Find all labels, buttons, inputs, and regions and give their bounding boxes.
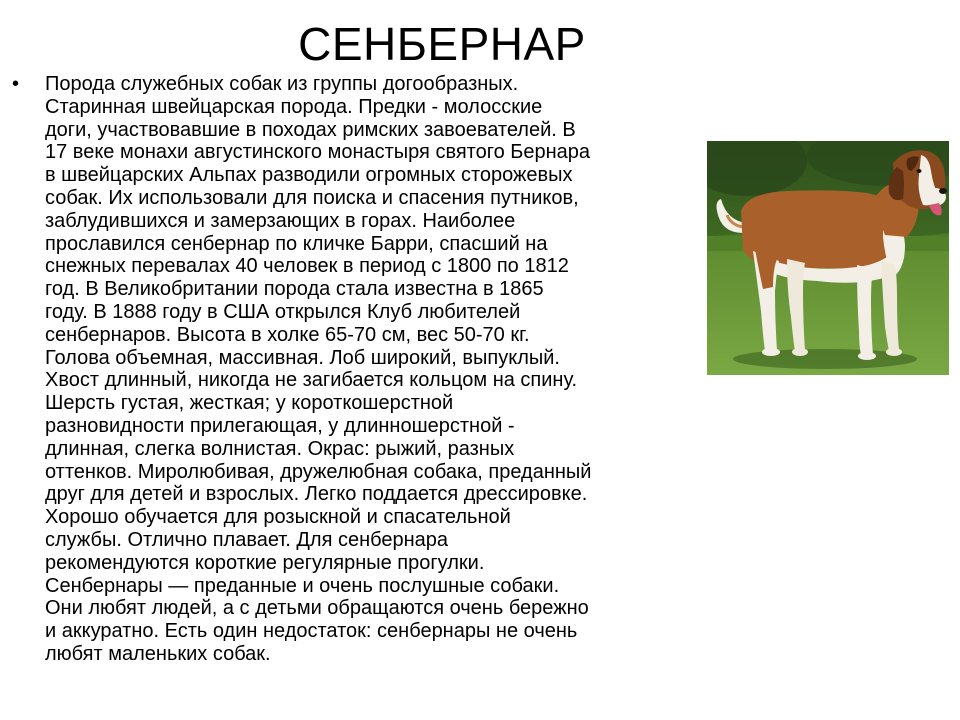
body-line: длинная, слегка волнистая. Окрас: рыжий, разных: [45, 437, 515, 460]
body-line: рекомендуются короткие регулярные прогулки.: [45, 551, 485, 574]
dog-eye: [917, 169, 922, 173]
slide-title: СЕНБЕРНАР: [298, 18, 586, 70]
body-line: Хорошо обучается для розыскной и спасательной: [45, 506, 511, 529]
body-line: 17 веке монахи августинского монастыря святого Бернара: [45, 141, 591, 164]
body-line: любят маленьких собак.: [45, 642, 271, 665]
body-line: году. В 1888 году в США открылся Клуб любителей: [45, 300, 521, 323]
body-line: собак. Их использовали для поиска и спасения путников,: [45, 186, 579, 209]
body-line: друг для детей и взрослых. Легко поддается дрессировке.: [45, 483, 588, 506]
body-line: Хвост длинный, никогда не загибается кольцом на спину.: [45, 369, 578, 392]
body-line: разновидности прилегающая, у длинношерстной -: [45, 414, 515, 437]
body-line: прославился сенбернар по кличке Барри, спасший на: [45, 232, 548, 255]
body-line: и аккуратно. Есть один недостаток: сенбернары не очень: [45, 620, 578, 643]
body-line: Порода служебных собак из группы догообразных.: [45, 73, 519, 95]
body-line: снежных перевалах 40 человек в период с 1800 по 1812: [45, 255, 569, 278]
body-line: службы. Отлично плавает. Для сенбернара: [45, 528, 449, 551]
saint-bernard-photo: [707, 141, 949, 375]
body-line: заблудившихся и замерзающих в горах. Наиболее: [45, 209, 516, 232]
dog-front-leg-left: [857, 265, 873, 355]
body-line: год. В Великобритании порода стала известна в 1865: [45, 278, 544, 301]
body-paragraph: [45, 73, 715, 666]
body-line: сенбернаров. Высота в холке 65-70 см, вес 50-70 кг.: [45, 323, 530, 346]
body-line: Старинная швейцарская порода. Предки - молосские: [45, 95, 543, 118]
body-line: Шерсть густая, жесткая; у короткошерстной: [45, 392, 454, 415]
bullet-marker: •: [12, 73, 20, 95]
body-line: доги, участвовавшие в походах римских завоевателей. В: [45, 118, 576, 141]
body-line: Они любят людей, а с детьми обращаются очень бережно: [45, 597, 589, 620]
body-line: оттенков. Миролюбивая, дружелюбная собака, преданный: [45, 460, 592, 483]
body-line: Голова объемная, массивная. Лоб широкий, выпуклый.: [45, 346, 560, 369]
dog-nose: [939, 188, 947, 194]
body-line: Сенбернары — преданные и очень послушные собаки.: [45, 574, 560, 597]
body-line: в швейцарских Альпах разводили огромных сторожевых: [45, 164, 573, 187]
dog-illustration: [707, 141, 949, 375]
